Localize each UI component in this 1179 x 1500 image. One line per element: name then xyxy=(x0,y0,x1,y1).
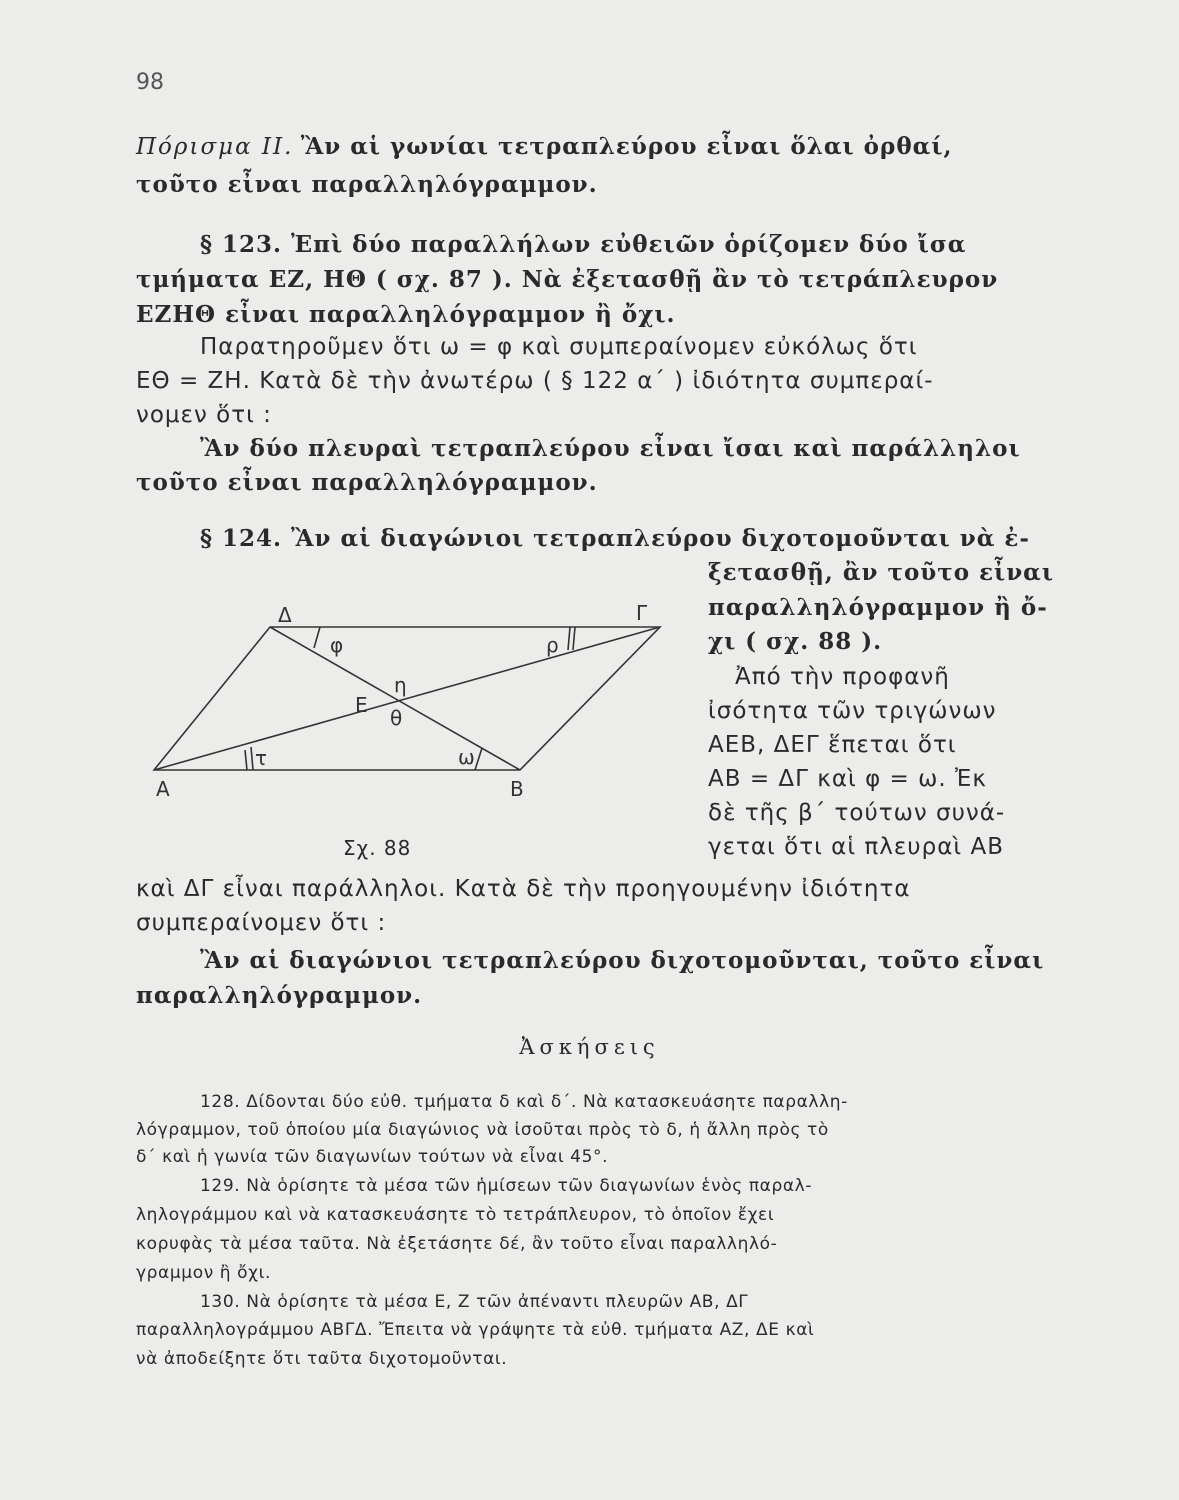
figure-caption: Σχ. 88 xyxy=(343,836,412,860)
s124-right-line-3: χι ( σχ. 88 ). xyxy=(708,628,883,655)
exercise-line: κορυφὰς τὰ μέσα ταῦτα. Νὰ ἐξετάσητε δέ, ἂν τοῦτο εἶναι παραλληλό- xyxy=(136,1234,778,1254)
porisma-label: Πόρισμα II. xyxy=(136,134,294,160)
page-number: 98 xyxy=(136,70,164,95)
figure-88-diagram xyxy=(150,600,670,830)
porisma-line-1 xyxy=(136,130,953,164)
s124-right-line-8: δὲ τῆς β΄ τούτων συνά- xyxy=(708,800,1006,826)
label-eta: η xyxy=(394,673,407,697)
angle-mark-omega xyxy=(475,748,482,770)
s124-theorem-line-1: Ἂν αἱ διαγώνιοι τετραπλεύρου διχοτομοῦνται, τοῦτο εἶναι xyxy=(200,947,1045,974)
s124-right-line-1: ξετασθῇ, ἂν τοῦτο εἶναι xyxy=(708,559,1054,586)
label-alpha: Α xyxy=(156,777,170,801)
angle-mark-tau xyxy=(245,747,253,770)
label-phi: φ xyxy=(330,633,344,657)
s123-line-5: ΕΘ = ΖΗ. Κατὰ δὲ τὴν ἀνωτέρω ( § 122 α΄ ) ἰδιότητα συμπεραί- xyxy=(136,368,934,394)
label-beta: Β xyxy=(510,777,524,801)
s123-line-6: νομεν ὅτι : xyxy=(136,402,272,428)
exercise-line: 129. Νὰ ὁρίσητε τὰ μέσα τῶν ἡμίσεων τῶν διαγωνίων ἑνὸς παραλ- xyxy=(200,1176,813,1196)
s123-theorem-line-1: Ἂν δύο πλευραὶ τετραπλεύρου εἶναι ἴσαι καὶ παράλληλοι xyxy=(200,435,1021,462)
s124-right-line-7: ΑΒ = ΔΓ καὶ φ = ω. Ἐκ xyxy=(708,766,987,792)
s123-line-3: ΕΖΗΘ εἶναι παραλληλόγραμμον ἢ ὄχι. xyxy=(136,301,676,328)
exercise-line: ληλογράμμου καὶ νὰ κατασκευάσητε τὸ τετράπλευρον, τὸ ὁποῖον ἔχει xyxy=(136,1205,775,1225)
s124-right-line-5: ἰσότητα τῶν τριγώνων xyxy=(708,698,997,724)
exercises-heading: Ἀσκήσεις xyxy=(519,1035,660,1059)
diagonal-ag xyxy=(154,627,660,770)
s124-after-line-2: συμπεραίνομεν ὅτι : xyxy=(136,910,387,936)
s124-theorem-line-2: παραλληλόγραμμον. xyxy=(136,982,423,1009)
porisma-statement: Ἂν αἱ γωνίαι τετραπλεύρου εἶναι ὅλαι ὀρθαί, xyxy=(300,133,953,160)
label-theta: θ xyxy=(390,706,403,730)
s123-line-1: § 123. Ἐπὶ δύο παραλλήλων εὐθειῶν ὁρίζομεν δύο ἴσα xyxy=(200,231,967,258)
exercise-line: νὰ ἀποδείξητε ὅτι ταῦτα διχοτομοῦνται. xyxy=(136,1349,508,1369)
s124-right-line-2: παραλληλόγραμμον ἢ ὄ- xyxy=(708,594,1048,621)
s123-line-2: τμήματα ΕΖ, ΗΘ ( σχ. 87 ). Νὰ ἐξετασθῇ ἂν τὸ τετράπλευρον xyxy=(136,266,999,293)
label-epsilon: Ε xyxy=(355,693,368,717)
label-gamma: Γ xyxy=(636,601,648,625)
exercise-line: 130. Νὰ ὁρίσητε τὰ μέσα Ε, Ζ τῶν ἀπέναντι πλευρῶν ΑΒ, ΔΓ xyxy=(200,1292,749,1312)
s124-right-line-6: ΑΕΒ, ΔΕΓ ἕπεται ὅτι xyxy=(708,732,957,758)
porisma-line-2: τοῦτο εἶναι παραλληλόγραμμον. xyxy=(136,171,598,198)
label-omega: ω xyxy=(458,745,475,769)
s124-line-1: § 124. Ἂν αἱ διαγώνιοι τετραπλεύρου διχοτομοῦνται νὰ ἐ- xyxy=(200,525,1030,552)
exercise-line: γραμμον ἢ ὄχι. xyxy=(136,1263,271,1283)
s124-after-line-1: καὶ ΔΓ εἶναι παράλληλοι. Κατὰ δὲ τὴν προηγουμένην ἰδιότητα xyxy=(136,876,911,902)
exercise-line: παραλληλογράμμου ΑΒΓΔ. Ἔπειτα νὰ γράψητε τὰ εὐθ. τμήματα ΑΖ, ΔΕ καὶ xyxy=(136,1320,815,1340)
label-delta: Δ xyxy=(278,603,292,627)
s123-line-4: Παρατηροῦμεν ὅτι ω = φ καὶ συμπεραίνομεν εὐκόλως ὅτι xyxy=(200,334,918,360)
s123-theorem-line-2: τοῦτο εἶναι παραλληλόγραμμον. xyxy=(136,469,598,496)
s124-right-line-4: Ἀπό τὴν προφανῆ xyxy=(735,664,950,690)
label-rho: ρ xyxy=(546,633,559,657)
angle-mark-rho xyxy=(568,627,575,650)
exercise-line: λόγραμμον, τοῦ ὁποίου μία διαγώνιος νὰ ἰσοῦται πρὸς τὸ δ, ἡ ἄλλη πρὸς τὸ xyxy=(136,1120,829,1140)
label-tau: τ xyxy=(255,746,268,770)
exercise-line: δ΄ καὶ ἡ γωνία τῶν διαγωνίων τούτων νὰ εἶναι 45°. xyxy=(136,1147,609,1167)
angle-mark-phi xyxy=(314,627,320,648)
exercise-line: 128. Δίδονται δύο εὐθ. τμήματα δ καὶ δ΄. Νὰ κατασκευάσητε παραλλη- xyxy=(200,1092,848,1112)
s124-right-line-9: γεται ὅτι αἱ πλευραὶ ΑΒ xyxy=(708,834,1004,860)
